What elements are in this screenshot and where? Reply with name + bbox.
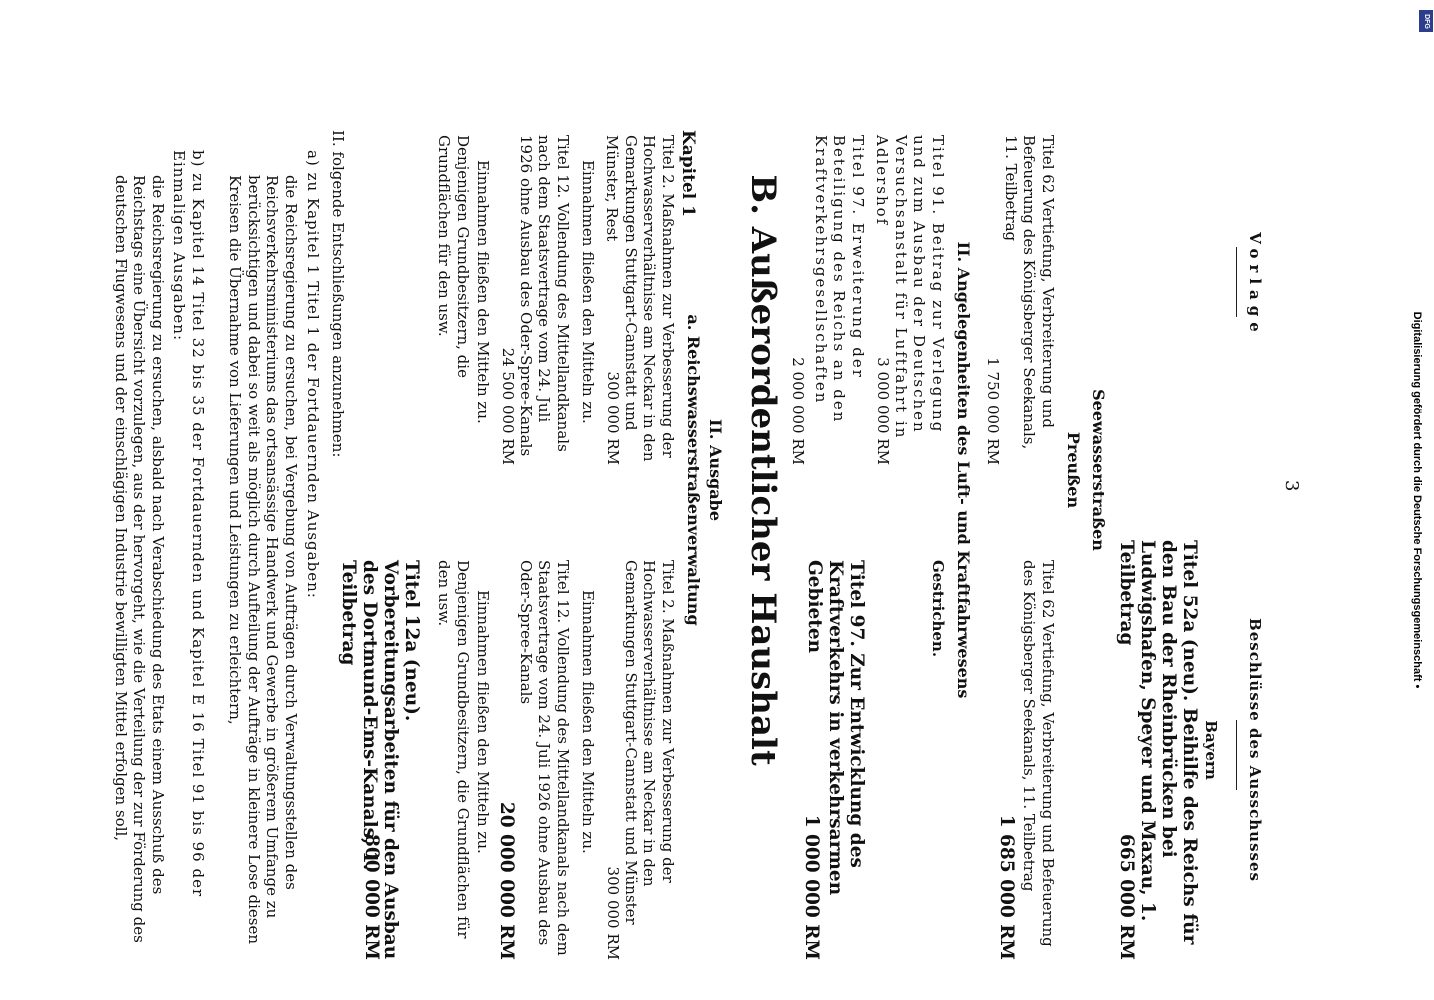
header-right: Beschlüsse des Ausschusses [1246,618,1264,882]
left-k-titel12-text: Titel 12. Vollendung des Mittellandkanals nach dem Staatsvertrage vom 24. Juli 1926 ohne Ausbau des Oder-Spree-Kanals [517,135,572,457]
section-luft: II. Angelegenheiten des Luft- und Kraftfahrwesens [954,241,973,699]
sheet [2,0,1392,1000]
header-left-rule [1236,247,1237,317]
left-k-titel2-note: Einnahmen fließen den Mitteln zu. [579,160,597,424]
titel52a-text: Titel 52a (neu). Beihilfe des Reichs für den Bau der Rheinbrücken bei Ludwigshafen, Speyer und Maxau, 1. Teilbetrag [1116,540,1200,945]
section-reichswasser: a. Reichswasserstraßenverwaltung [684,314,703,626]
left-titel62-text: Titel 62 Vertiefung, Verbreiterung und Befeuerung des Königsberger Seekanals, 11. Teilbetrag [1002,135,1057,450]
right-k-titel2-note: Einnahmen fließen den Mitteln zu. [579,590,597,854]
right-k-titel12-note2: Denjenigen Grundbesitzern, die Grundflächen für den usw. [435,560,472,939]
right-titel62-text: Titel 62 Vertiefung, Verbreiterung und Befeuerung des Königsberger Seekanals, 11. Teilbetrag [1020,560,1057,947]
resolution-b-head: b) zu Kapitel 14 Titel 32 bis 35 der Fortdauernden und Kapitel E 16 Titel 91 bis 96 der Einmaligen Ausgaben: [170,150,207,898]
right-k-titel2-amount: 300 000 RM [604,866,622,960]
dfg-logo-text: DFG [1422,13,1430,29]
side-note-text: Digitalisierung gefördert durch die Deutsche Forschungsgemeinschaft • [1411,311,1423,689]
right-titel97-amount: 1 000 000 RM [801,814,822,960]
right-titel97-text: Titel 97. Zur Entwicklung des Kraftverkehrs in verkehrsarmen Gebieten [804,560,867,896]
bayern-label: Bayern [1202,720,1220,780]
titel52a-amount: 665 000 RM [1116,834,1137,960]
side-note [1400,0,1434,1000]
section-seewasser: Seewasserstraßen [1089,389,1108,551]
right-k-titel12-note1: Einnahmen fließen den Mitteln zu. [474,590,492,854]
left-k-titel12-note2: Denjenigen Grundbesitzern, die Grundflächen für den usw. [435,135,472,378]
resolution-a-head: a) zu Kapitel 1 Titel 1 der Fortdauernden Ausgaben: [304,150,322,599]
header-left: Vorlage [1246,232,1264,338]
left-titel62-amount: 1 750 000 RM [984,357,1002,465]
right-titel62-amount: 1 685 000 RM [996,814,1017,960]
right-k-titel2-text: Titel 2. Maßnahmen zur Verbesserung der Hochwasserverhältnisse am Neckar in den Gemarkungen Stuttgart-Cannstatt und Münster [622,560,677,925]
left-titel97-text: Titel 97. Erweiterung der Beteiligung des Reichs an den Kraftverkehrsgesellschaften [812,135,867,424]
section-b-title: B. Außerordentlicher Haushalt [743,174,783,766]
left-titel97-amount: 2 000 000 RM [789,357,807,465]
right-k-titel12-text: Titel 12. Vollendung des Mittellandkanals nach dem Staatsvertrage vom 24. Juli 1926 ohne Ausbau des Oder-Spree-Kanals [517,560,572,956]
right-k-titel12-amount: 20 000 000 RM [496,801,517,960]
resolution-b-text: die Reichsregierung zu ersuchen, alsbald nach Verabschiedung des Etats einem Ausschuß des Reichstags eine Übersicht vorzulegen, aus der hervorgeht, wie die Verteilung der zur Förderung des deutschen Flugwesens und der einschlägigen Industrie bewilligten Mittel erfolgen soll, [112,175,167,943]
right-titel12a-text: Titel 12a (neu). Vorbereitungsarbeiten für den Ausbau des Dortmund-Ems-Kanals, 1. Teilbetrag [338,560,422,960]
dfg-logo [1419,10,1433,32]
section-preussen: Preußen [1064,431,1083,509]
left-k-titel2-amount: 300 000 RM [604,371,622,465]
left-k-titel2-text: Titel 2. Maßnahmen zur Verbesserung der Hochwasserverhältnisse am Neckar in den Gemarkungen Stuttgart-Cannstatt und Münster, Rest [603,135,677,462]
resolution-a-text: die Reichsregierung zu ersuchen, bei Vergebung von Aufträgen durch Verwaltungsstellen des Reichsverkehrsministeriums das ortsansässige Handwerk und Gewerbe in größerem Umfange zu berücksichtigen und dabei so weit als möglich durch Aufteilung der Aufträge in kleinere Lose diesen Kreisen die Übernahme von Lieferungen und Leistungen zu erleichtern, [226,175,300,944]
kapitel-label: Kapitel 1 [678,130,698,218]
left-titel91-text: Titel 91. Beitrag zur Verlegung und zum Ausbau der Deutschen Versuchsanstalt für Luftfahrt in Adlershof [873,135,947,440]
section-ausgabe: II. Ausgabe [706,418,725,522]
left-titel91-amount: 3 000 000 RM [874,357,892,465]
page-number-label: 3 [1281,480,1302,492]
right-titel12a-amount: 800 000 RM [361,834,382,960]
left-k-titel12-note1: Einnahmen fließen den Mitteln zu. [474,160,492,424]
right-gestrichen: Gestrichen. [929,560,947,658]
resolutions-intro: II. folgende Entschließungen anzunehmen: [329,130,347,458]
header-right-rule [1236,720,1237,790]
left-k-titel12-amount: 24 500 000 RM [499,347,517,465]
